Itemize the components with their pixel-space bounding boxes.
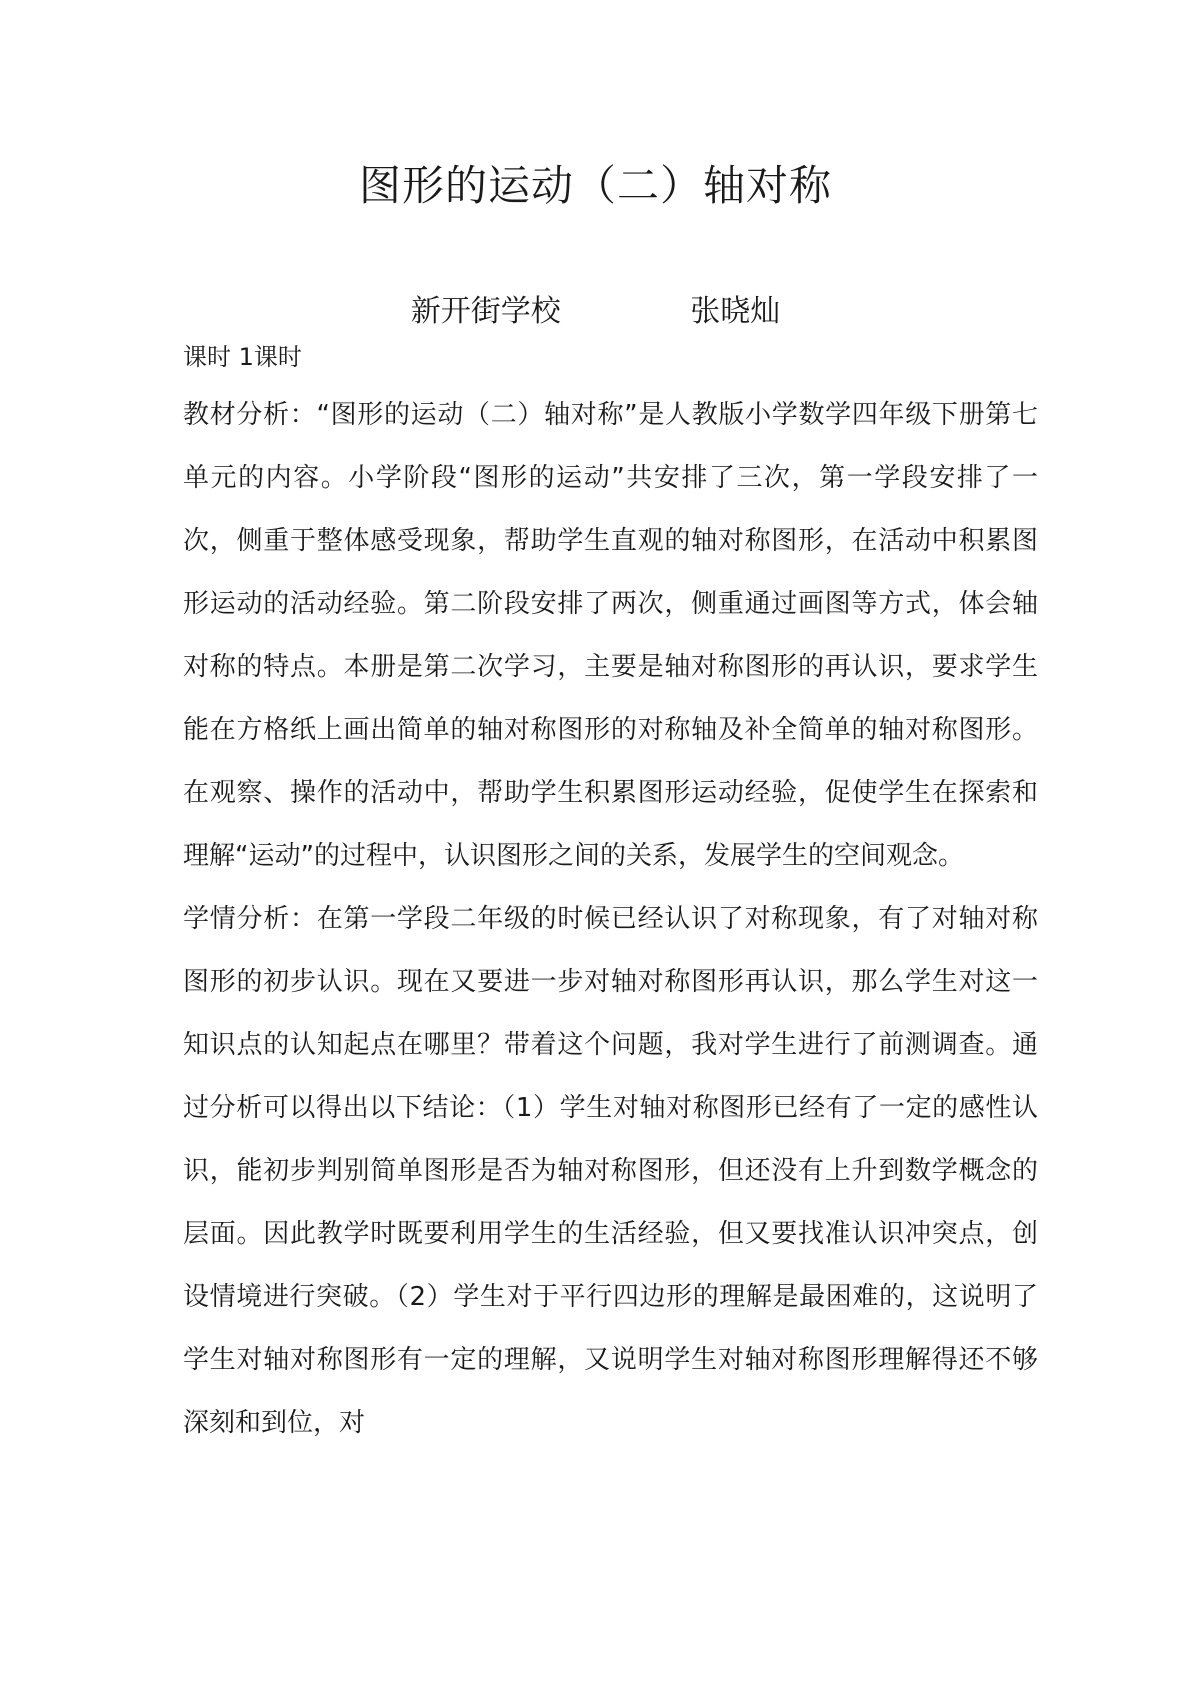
document-title: 图形的运动（二）轴对称 <box>358 161 832 210</box>
lesson-hours: 课时 1课时 <box>183 343 302 371</box>
byline <box>0 292 1191 332</box>
school-name: 新开街学校 <box>410 294 561 329</box>
student-analysis-paragraph: 学情分析：在第一学段二年级的时候已经认识了对称现象，有了对轴对称图形的初步认识。现在又要进一步对轴对称图形再认识，那么学生对这一知识点的认知起点在哪里？带着这个问题，我对学生进行了前测调查。通过分析可以得出以下结论：（1）学生对轴对称图形已经有了一定的感性认识，能初步判别简单图形是否为轴对称图形，但还没有上升到数学概念的层面。因此教学时既要利用学生的生活经验，但又要找准认识冲突点，创设情境进行突破。（2）学生对于平行四边形的理解是最困难的，这说明了学生对轴对称图形有一定的理解，又说明学生对轴对称图形理解得还不够深刻和到位，对 <box>183 904 1038 1438</box>
textbook-analysis-paragraph: 教材分析：“图形的运动（二）轴对称”是人教版小学数学四年级下册第七单元的内容。小学阶段“图形的运动”共安排了三次，第一学段安排了一次，侧重于整体感受现象，帮助学生直观的轴对称图形，在活动中积累图形运动的活动经验。第二阶段安排了两次，侧重通过画图等方式，体会轴对称的特点。本册是第二次学习，主要是轴对称图形的再认识，要求学生能在方格纸上画出简单的轴对称图形的对称轴及补全简单的轴对称图形。在观察、操作的活动中，帮助学生积累图形运动经验，促使学生在探索和理解“运动”的过程中，认识图形之间的关系，发展学生的空间观念。 <box>183 400 1038 871</box>
author-name: 张晓灿 <box>690 294 781 329</box>
document-body <box>183 384 1038 1455</box>
